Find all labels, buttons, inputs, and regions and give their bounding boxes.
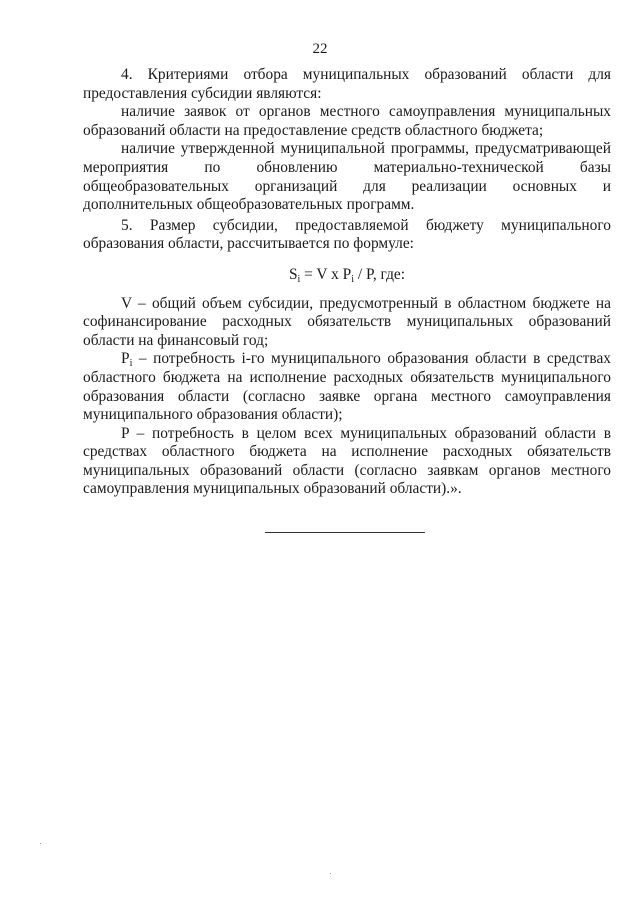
- paragraph-subsidy-size: 5. Размер субсидии, предоставляемой бюджету муниципального образования области, рассчитывается по формуле:: [83, 216, 611, 253]
- formula-middle-subscript: i: [351, 273, 354, 285]
- formula: [83, 266, 611, 285]
- paragraph-definition-p: P – потребность в целом всех муниципальных образований области в средствах областного бюджета на исполнение расходных обязательств муниципальных образований области (согласно заявкам органов местного самоуправления муниципальных образований области).».: [83, 424, 611, 498]
- paragraph-criterion-applications: наличие заявок от органов местного самоуправления муниципальных образований области на предоставление средств областного бюджета;: [83, 103, 611, 139]
- scan-speck: [40, 843, 41, 844]
- formula-rhs: / P, где:: [354, 265, 406, 283]
- paragraph-definition-v: V – общий объем субсидии, предусмотренный в областном бюджете на софинансирование расходных обязательств муниципальных образований области на финансовый год;: [83, 294, 611, 349]
- formula-lhs-subscript: i: [297, 273, 301, 285]
- page-number: 22: [312, 41, 328, 57]
- formula-lhs: S: [288, 265, 298, 283]
- formula-middle: = V x P: [300, 265, 352, 283]
- scan-speck: [330, 873, 331, 874]
- paragraph-criteria-intro: 4. Критериями отбора муниципальных образований области для предоставления субсидии являются:: [83, 66, 611, 102]
- definition-pi-subscript: i: [129, 358, 133, 370]
- closing-divider: [265, 532, 425, 533]
- definition-pi-text: – потребность i-го муниципального образования области в средствах областного бюджета на исполнение расходных обязательств муниципального образования области (согласно заявке органа местного самоуправления муниципального образования области);: [83, 350, 611, 424]
- definition-pi-symbol: P: [121, 350, 130, 368]
- paragraph-definition-pi: [83, 350, 611, 424]
- paragraph-criterion-program: наличие утвержденной муниципальной программы, предусматривающей мероприятия по обновлению материально-технической базы общеобразовательных организаций для реализации основных и дополнительных общеобразовательных программ.: [83, 140, 611, 214]
- document-body: [83, 66, 611, 499]
